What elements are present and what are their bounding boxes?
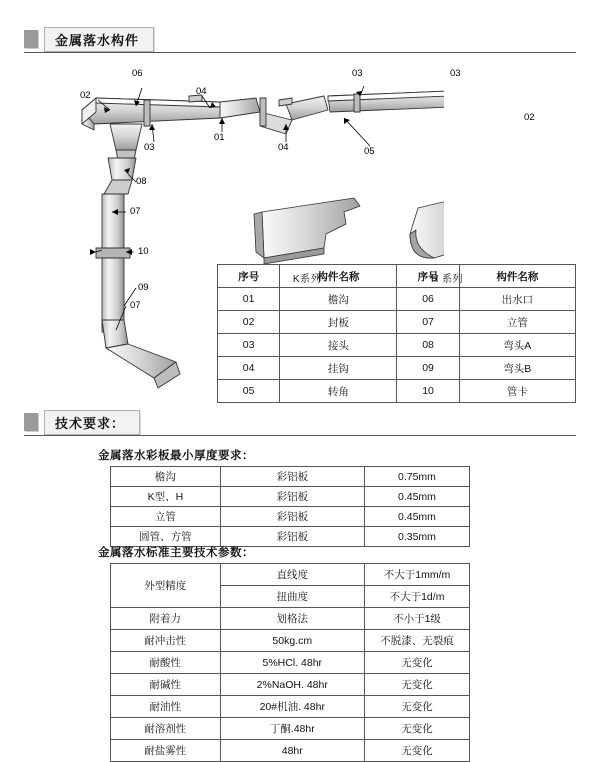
spec-cell-name: 耐酸性 bbox=[111, 652, 221, 674]
spec-cell-cond: 20#机油. 48hr bbox=[220, 696, 365, 718]
parts-cell: 挂钩 bbox=[280, 357, 397, 380]
parts-cell: 接头 bbox=[280, 334, 397, 357]
thickness-cell: K型、H bbox=[111, 487, 221, 507]
thickness-table bbox=[110, 466, 470, 547]
spec-cell-result: 不大于1d/m bbox=[365, 586, 470, 608]
spec-cell-cond: 划格法 bbox=[220, 608, 365, 630]
callout-03-right-a: 03 bbox=[352, 68, 363, 79]
callout-03-left: 03 bbox=[144, 142, 155, 153]
callout-04-mid: 04 bbox=[278, 142, 289, 153]
thickness-cell: 彩铝板 bbox=[220, 507, 364, 527]
table-row bbox=[111, 487, 470, 507]
callout-07-upper: 07 bbox=[130, 206, 141, 217]
spec-title: 金属落水标准主要技术参数： bbox=[98, 547, 254, 559]
parts-header-name-1: 构件名称 bbox=[280, 265, 397, 288]
spec-cell-name: 耐油性 bbox=[111, 696, 221, 718]
spec-cell-cond: 50kg.cm bbox=[220, 630, 365, 652]
parts-cell: 09 bbox=[397, 357, 459, 380]
spec-cell-cond: 2%NaOH. 48hr bbox=[220, 674, 365, 696]
table-row bbox=[111, 696, 470, 718]
thickness-cell: 彩铝板 bbox=[220, 527, 364, 547]
table-row bbox=[111, 564, 470, 586]
parts-cell: 立管 bbox=[459, 311, 575, 334]
thickness-cell: 彩铝板 bbox=[220, 487, 364, 507]
table-header-row bbox=[218, 265, 576, 288]
callout-07-lower: 07 bbox=[130, 300, 141, 311]
tech-section-header bbox=[24, 411, 140, 433]
spec-cell-result: 不小于1级 bbox=[365, 608, 470, 630]
table-row bbox=[111, 718, 470, 740]
spec-cell-result: 不大于1mm/m bbox=[365, 564, 470, 586]
thickness-cell: 0.45mm bbox=[364, 487, 469, 507]
callout-01: 01 bbox=[214, 132, 225, 143]
callout-09: 09 bbox=[138, 282, 149, 293]
table-row bbox=[218, 380, 576, 403]
parts-cell: 管卡 bbox=[459, 380, 575, 403]
table-row bbox=[111, 740, 470, 762]
spec-cell-result: 不脱漆、无裂痕 bbox=[365, 630, 470, 652]
table-row bbox=[111, 608, 470, 630]
header-accent-bar bbox=[24, 30, 38, 48]
parts-table bbox=[217, 264, 576, 403]
spec-cell-result: 无变化 bbox=[365, 718, 470, 740]
header-accent-bar-2 bbox=[24, 413, 38, 431]
thickness-cell: 檐沟 bbox=[111, 467, 221, 487]
thickness-cell: 彩铝板 bbox=[220, 467, 364, 487]
thickness-cell: 0.75mm bbox=[364, 467, 469, 487]
k-series-label: K系列 bbox=[292, 274, 322, 285]
parts-header-name-2: 构件名称 bbox=[459, 265, 575, 288]
components-section-title: 金属落水构件 bbox=[44, 27, 154, 52]
spec-cell-name: 耐碱性 bbox=[111, 674, 221, 696]
parts-cell: 弯头B bbox=[459, 357, 575, 380]
spec-cell-name: 耐盐雾性 bbox=[111, 740, 221, 762]
table-row bbox=[111, 630, 470, 652]
tech-section-rule bbox=[24, 435, 576, 436]
parts-cell: 06 bbox=[397, 288, 459, 311]
thickness-cell: 圆管、方管 bbox=[111, 527, 221, 547]
callout-05: 05 bbox=[364, 146, 375, 157]
callout-02-right: 02 bbox=[524, 112, 535, 123]
parts-cell: 出水口 bbox=[459, 288, 575, 311]
parts-cell: 07 bbox=[397, 311, 459, 334]
table-row bbox=[111, 467, 470, 487]
parts-cell: 转角 bbox=[280, 380, 397, 403]
spec-cell-cond: 丁酮.48hr bbox=[220, 718, 365, 740]
thickness-title: 金属落水彩板最小厚度要求： bbox=[98, 450, 254, 462]
parts-cell: 08 bbox=[397, 334, 459, 357]
spec-cell-name: 附着力 bbox=[111, 608, 221, 630]
callout-04-top: 04 bbox=[196, 86, 207, 97]
spec-cell-result: 无变化 bbox=[365, 652, 470, 674]
parts-cell: 05 bbox=[218, 380, 280, 403]
spec-cell-result: 无变化 bbox=[365, 674, 470, 696]
parts-header-no-1: 序号 bbox=[218, 265, 280, 288]
parts-cell: 01 bbox=[218, 288, 280, 311]
callout-06: 06 bbox=[132, 68, 143, 79]
spec-cell-cond: 扭曲度 bbox=[220, 586, 365, 608]
thickness-cell: 0.35mm bbox=[364, 527, 469, 547]
table-row bbox=[218, 311, 576, 334]
components-section-header bbox=[24, 28, 154, 50]
h-series-label: H 系列 bbox=[431, 274, 463, 285]
spec-cell-cond: 48hr bbox=[220, 740, 365, 762]
parts-cell: 03 bbox=[218, 334, 280, 357]
spec-table bbox=[110, 563, 470, 762]
spec-cell-cond: 直线度 bbox=[220, 564, 365, 586]
spec-cell-cond: 5%HCl. 48hr bbox=[220, 652, 365, 674]
parts-header-no-2: 序号 bbox=[397, 265, 459, 288]
tech-section-title: 技术要求： bbox=[44, 410, 140, 435]
thickness-cell: 0.45mm bbox=[364, 507, 469, 527]
spec-cell-name: 耐冲击性 bbox=[111, 630, 221, 652]
thickness-cell: 立管 bbox=[111, 507, 221, 527]
spec-cell-name: 耐溶剂性 bbox=[111, 718, 221, 740]
spec-cell-result: 无变化 bbox=[365, 696, 470, 718]
parts-cell: 封板 bbox=[280, 311, 397, 334]
components-section-rule bbox=[24, 52, 576, 53]
parts-cell: 10 bbox=[397, 380, 459, 403]
parts-cell: 02 bbox=[218, 311, 280, 334]
spec-cell-name: 外型精度 bbox=[111, 564, 221, 608]
parts-cell: 弯头A bbox=[459, 334, 575, 357]
parts-cell: 檐沟 bbox=[280, 288, 397, 311]
table-row bbox=[218, 288, 576, 311]
table-row bbox=[111, 507, 470, 527]
callout-10: 10 bbox=[138, 246, 149, 257]
parts-cell: 04 bbox=[218, 357, 280, 380]
spec-cell-result: 无变化 bbox=[365, 740, 470, 762]
table-row bbox=[218, 357, 576, 380]
table-row bbox=[111, 674, 470, 696]
callout-03-right-b: 03 bbox=[450, 68, 461, 79]
callout-08: 08 bbox=[136, 176, 147, 187]
table-row bbox=[111, 652, 470, 674]
table-row bbox=[218, 334, 576, 357]
callout-02-left: 02 bbox=[80, 90, 91, 101]
